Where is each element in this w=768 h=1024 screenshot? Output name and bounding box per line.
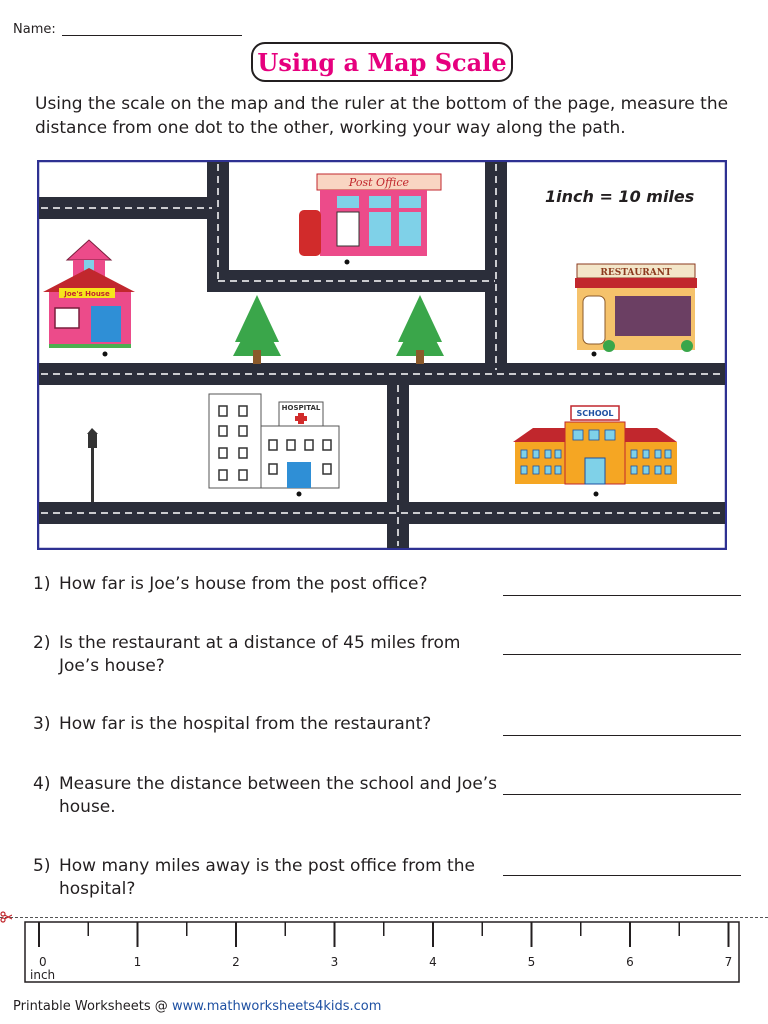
question-text: How far is the hospital from the restaurant? xyxy=(59,714,432,734)
map-scale: 1inch = 10 miles xyxy=(545,187,695,206)
question-number: 4) xyxy=(33,774,51,794)
answer-line-1[interactable] xyxy=(503,595,741,596)
footer-link[interactable]: www.mathworksheets4kids.com xyxy=(171,999,382,1014)
question-text: How many miles away is the post office from the hospital? xyxy=(59,856,475,899)
hospital-dot xyxy=(297,492,302,497)
ruler-label: 2 xyxy=(232,955,240,969)
answer-line-4[interactable] xyxy=(503,794,741,795)
school-sign: SCHOOL xyxy=(576,409,614,418)
question-number: 3) xyxy=(33,714,51,734)
page-title: Using a Map Scale xyxy=(251,42,513,82)
joes-house-sign: Joe's House xyxy=(64,290,110,298)
post-office-dot xyxy=(345,260,350,265)
ruler-label: 7 xyxy=(724,955,733,969)
question-number: 5) xyxy=(33,856,51,876)
ruler-label: 1 xyxy=(133,955,142,969)
ruler-label: 3 xyxy=(330,955,339,969)
answer-line-3[interactable] xyxy=(503,735,741,736)
name-label: Name: xyxy=(13,22,56,37)
ruler-label: 5 xyxy=(527,955,536,969)
cut-line xyxy=(0,917,768,918)
ruler[interactable] xyxy=(24,921,740,983)
joes-house-dot xyxy=(103,352,108,357)
hospital-sign: HOSPITAL xyxy=(281,404,321,412)
post-office-sign: Post Office xyxy=(348,176,410,189)
question-text: How far is Joe’s house from the post office? xyxy=(59,574,428,594)
answer-line-5[interactable] xyxy=(503,875,741,876)
ruler-unit: inch xyxy=(30,968,56,982)
post-office-building xyxy=(299,174,441,256)
instructions: Using the scale on the map and the ruler at the bottom of the page, measure the distance from one dot to the other, working your way along the path. xyxy=(35,94,729,138)
question-text: Measure the distance between the school and Joe’s house. xyxy=(59,774,498,817)
name-line[interactable] xyxy=(62,35,242,36)
restaurant-dot xyxy=(592,352,597,357)
school-dot xyxy=(594,492,599,497)
scissors-icon xyxy=(0,911,12,923)
ruler-label: 6 xyxy=(626,955,634,969)
footer-prefix: Printable Worksheets @ xyxy=(13,999,172,1014)
footer xyxy=(13,999,381,1014)
question-number: 1) xyxy=(33,574,51,594)
question-text: Is the restaurant at a distance of 45 miles from Joe’s house? xyxy=(59,633,461,676)
answer-line-2[interactable] xyxy=(503,654,741,655)
ruler-label: 4 xyxy=(429,955,437,969)
restaurant-building xyxy=(575,264,697,352)
restaurant-sign: RESTAURANT xyxy=(600,268,672,278)
map xyxy=(37,160,727,550)
question-number: 2) xyxy=(33,633,51,653)
ruler-label: 0 xyxy=(39,955,47,969)
